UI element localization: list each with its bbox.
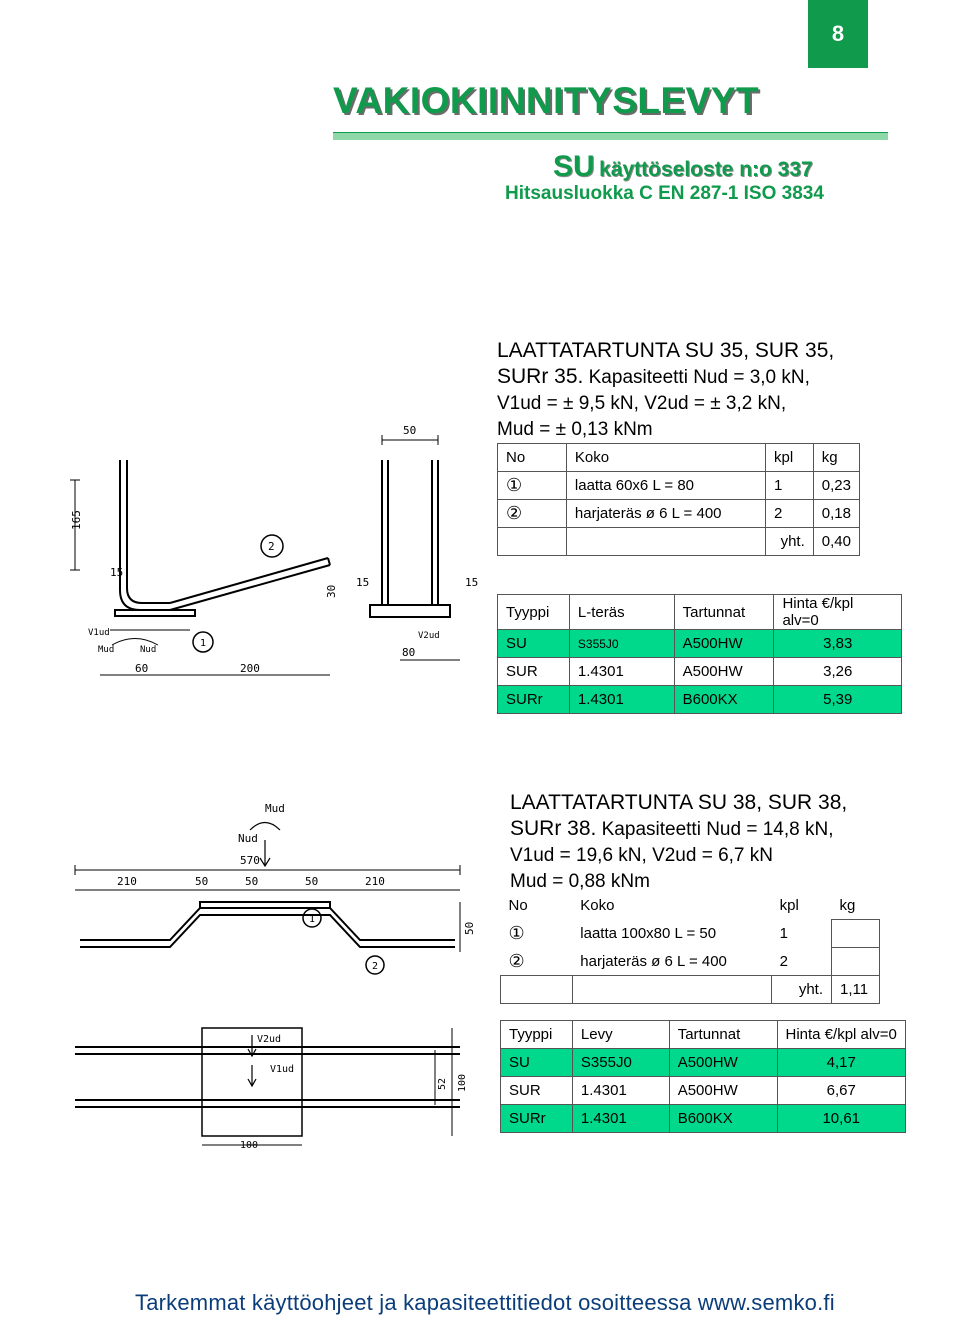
- part-kpl: 2: [766, 500, 814, 528]
- empty-cell: [566, 528, 765, 556]
- price-tartunnat: B600KX: [674, 686, 774, 714]
- dim-label: 50: [403, 424, 417, 437]
- price-tyyppi: SURr: [498, 686, 570, 714]
- section1-heading-line2b: Kapasiteetti Nud = 3,0 kN,: [583, 367, 810, 388]
- price-tyyppi: SURr: [501, 1105, 573, 1133]
- part-label: 2: [372, 961, 379, 972]
- price-tyyppi: SUR: [498, 658, 570, 686]
- price-hinta: 3,83: [774, 630, 902, 658]
- header-koko: Koko: [566, 444, 765, 472]
- table-row: [501, 1077, 906, 1105]
- moment-arrow: [250, 823, 280, 831]
- price-material: S355J0: [569, 630, 674, 658]
- price-tyyppi: SU: [501, 1049, 573, 1077]
- page-title: VAKIOKIINNITYSLEVYT: [333, 80, 760, 121]
- price-tartunnat: A500HW: [669, 1049, 777, 1077]
- dim-label: 50: [245, 875, 259, 888]
- part-koko: harjateräs ø 6 L = 400: [566, 500, 765, 528]
- dim-label: 210: [117, 875, 137, 888]
- table-row: [501, 1049, 906, 1077]
- part-koko: laatta 100x80 L = 50: [580, 925, 717, 942]
- part-no: ②: [508, 950, 525, 971]
- document-subtitle: [553, 150, 813, 184]
- part-kpl: 1: [779, 925, 788, 942]
- dim-label: 15: [356, 576, 370, 589]
- header-tartunnat: Tartunnat: [674, 595, 774, 630]
- subtitle-su: SU: [553, 150, 595, 183]
- header-kpl: kpl: [766, 444, 814, 472]
- load-label: V2ud: [257, 1034, 282, 1045]
- total-value: 1,11: [832, 976, 880, 1004]
- table-header-row: [501, 892, 880, 920]
- price-hinta: 3,26: [774, 658, 902, 686]
- dim-label: 200: [240, 662, 260, 675]
- section2-heading-line2b: Kapasiteetti Nud = 14,8 kN,: [596, 819, 834, 840]
- plate: [200, 902, 330, 908]
- section2-heading: [510, 790, 940, 895]
- dim-label: 100: [240, 1140, 259, 1150]
- subtitle-rest: käyttöseloste n:o 337: [599, 158, 813, 181]
- rebar-end: [328, 558, 330, 565]
- dim-label: 100: [457, 1073, 468, 1092]
- dim-label: 15: [465, 576, 479, 589]
- dim-label: 50: [195, 875, 209, 888]
- table-header-row: [498, 595, 902, 630]
- total-row: [501, 976, 880, 1004]
- part-kpl: 2: [779, 952, 788, 970]
- header-tartunnat: Tartunnat: [669, 1021, 777, 1049]
- header-no: No: [498, 444, 567, 472]
- section1-heading-line2a: SURr 35.: [497, 365, 584, 388]
- weld-class: Hitsausluokka C EN 287-1 ISO 3834: [505, 183, 824, 204]
- header-no: No: [508, 897, 528, 915]
- part-kg: 0,18: [813, 500, 859, 528]
- section1-heading: [497, 338, 927, 443]
- empty-cell: [498, 528, 567, 556]
- plate-front: [370, 605, 450, 617]
- part-label: 2: [268, 540, 275, 553]
- part-koko: laatta 60x6 L = 80: [566, 472, 765, 500]
- part-label: 1: [200, 638, 207, 649]
- normal-force-arrow: [260, 840, 270, 866]
- section2-price-table: [500, 1020, 906, 1133]
- load-label: Nud: [238, 832, 258, 845]
- rebar-sloped: [170, 558, 330, 610]
- price-tartunnat: A500HW: [674, 658, 774, 686]
- price-material: 1.4301: [572, 1077, 669, 1105]
- part-kpl: 1: [766, 472, 814, 500]
- page-number-badge: 8: [808, 0, 868, 68]
- v1-arrow: [248, 1065, 256, 1086]
- part-label: 1: [309, 914, 316, 925]
- price-tartunnat: A500HW: [669, 1077, 777, 1105]
- total-row: [498, 528, 860, 556]
- table-row: [501, 1105, 906, 1133]
- part-kg: 0,23: [813, 472, 859, 500]
- dim-label: 52: [437, 1077, 448, 1090]
- table-row: [498, 658, 902, 686]
- price-hinta: 6,67: [777, 1077, 906, 1105]
- price-material: 1.4301: [572, 1105, 669, 1133]
- header-material: Levy: [572, 1021, 669, 1049]
- price-tyyppi: SUR: [501, 1077, 573, 1105]
- section2-parts-table: [500, 892, 880, 1004]
- part-kg: [832, 948, 880, 976]
- dim-label: 165: [70, 510, 83, 530]
- section1-heading-line1: LAATTATARTUNTA SU 35, SUR 35,: [497, 339, 835, 362]
- header-koko: Koko: [580, 897, 615, 915]
- section2-plan-drawing: [60, 1020, 490, 1150]
- table-row: [498, 686, 902, 714]
- section1-heading-line3: V1ud = ± 9,5 kN, V2ud = ± 3,2 kN,: [497, 393, 787, 414]
- section1-parts-table: [497, 443, 860, 556]
- section2-heading-line4: Mud = 0,88 kNm: [510, 871, 650, 892]
- v2-arrow: [248, 1035, 256, 1056]
- table-header-row: [498, 444, 860, 472]
- dim-label: 15: [110, 566, 124, 579]
- total-label: yht.: [772, 976, 832, 1004]
- rebar-vertical-inner: [127, 460, 170, 603]
- rebar-front: [382, 460, 438, 605]
- table-header-row: [501, 1021, 906, 1049]
- section1-price-table: [497, 594, 902, 714]
- empty-cell: [572, 976, 771, 1004]
- section2-heading-line3: V1ud = 19,6 kN, V2ud = 6,7 kN: [510, 845, 774, 866]
- price-tartunnat: B600KX: [669, 1105, 777, 1133]
- header-tyyppi: Tyyppi: [501, 1021, 573, 1049]
- total-label: yht.: [766, 528, 814, 556]
- rebar-lower: [80, 915, 455, 947]
- load-label: Mud: [98, 645, 115, 655]
- dim-label: 570: [240, 854, 260, 867]
- price-tyyppi: SU: [498, 630, 570, 658]
- header-kg: kg: [839, 897, 856, 914]
- table-row: [498, 472, 860, 500]
- section2-elevation-drawing: [60, 790, 490, 990]
- part-no: ②: [498, 500, 567, 528]
- header-material: L-teräs: [569, 595, 674, 630]
- rebar-upper: [80, 908, 455, 940]
- price-material: S355J0: [572, 1049, 669, 1077]
- header-hinta: Hinta €/kpl alv=0: [777, 1021, 906, 1049]
- header-hinta: Hinta €/kpl alv=0: [774, 595, 902, 630]
- price-hinta: 4,17: [777, 1049, 906, 1077]
- header-kpl: kpl: [779, 897, 799, 915]
- part-koko: harjateräs ø 6 L = 400: [580, 952, 727, 970]
- dim-label: 50: [463, 921, 476, 935]
- part-no: ①: [508, 923, 525, 943]
- title-rule: [333, 132, 888, 140]
- part-kg: [832, 920, 880, 948]
- header-kg: kg: [813, 444, 859, 472]
- dim-label: 210: [365, 875, 385, 888]
- load-label: V2ud: [418, 631, 440, 641]
- plate-side: [115, 610, 195, 616]
- price-hinta: 5,39: [774, 686, 902, 714]
- section2-heading-line2a: SURr 38.: [510, 817, 597, 840]
- dim-label: 50: [305, 875, 319, 888]
- footer-note: Tarkemmat käyttöohjeet ja kapasiteettitiedot osoitteessa www.semko.fi: [135, 1290, 835, 1315]
- dim-label: 80: [402, 646, 416, 659]
- dim-label: 60: [135, 662, 149, 675]
- load-label: V1ud: [88, 628, 110, 638]
- section2-heading-line1: LAATTATARTUNTA SU 38, SUR 38,: [510, 791, 848, 814]
- load-label: V1ud: [270, 1064, 295, 1075]
- header-tyyppi: Tyyppi: [498, 595, 570, 630]
- table-row: [501, 948, 880, 976]
- load-label: Nud: [140, 645, 157, 655]
- price-hinta: 10,61: [777, 1105, 906, 1133]
- price-material: 1.4301: [569, 658, 674, 686]
- table-row: [501, 920, 880, 948]
- part-no: ①: [498, 472, 567, 500]
- section1-technical-drawing: [60, 420, 490, 690]
- section1-heading-line4: Mud = ± 0,13 kNm: [497, 419, 653, 440]
- load-label: Mud: [265, 802, 285, 815]
- price-tartunnat: A500HW: [674, 630, 774, 658]
- price-material: 1.4301: [569, 686, 674, 714]
- dim-label: 30: [325, 584, 338, 598]
- total-value: 0,40: [813, 528, 859, 556]
- table-row: [498, 630, 902, 658]
- empty-cell: [501, 976, 573, 1004]
- table-row: [498, 500, 860, 528]
- rebar-plan: [75, 1047, 460, 1107]
- dim-570-line: [75, 865, 460, 875]
